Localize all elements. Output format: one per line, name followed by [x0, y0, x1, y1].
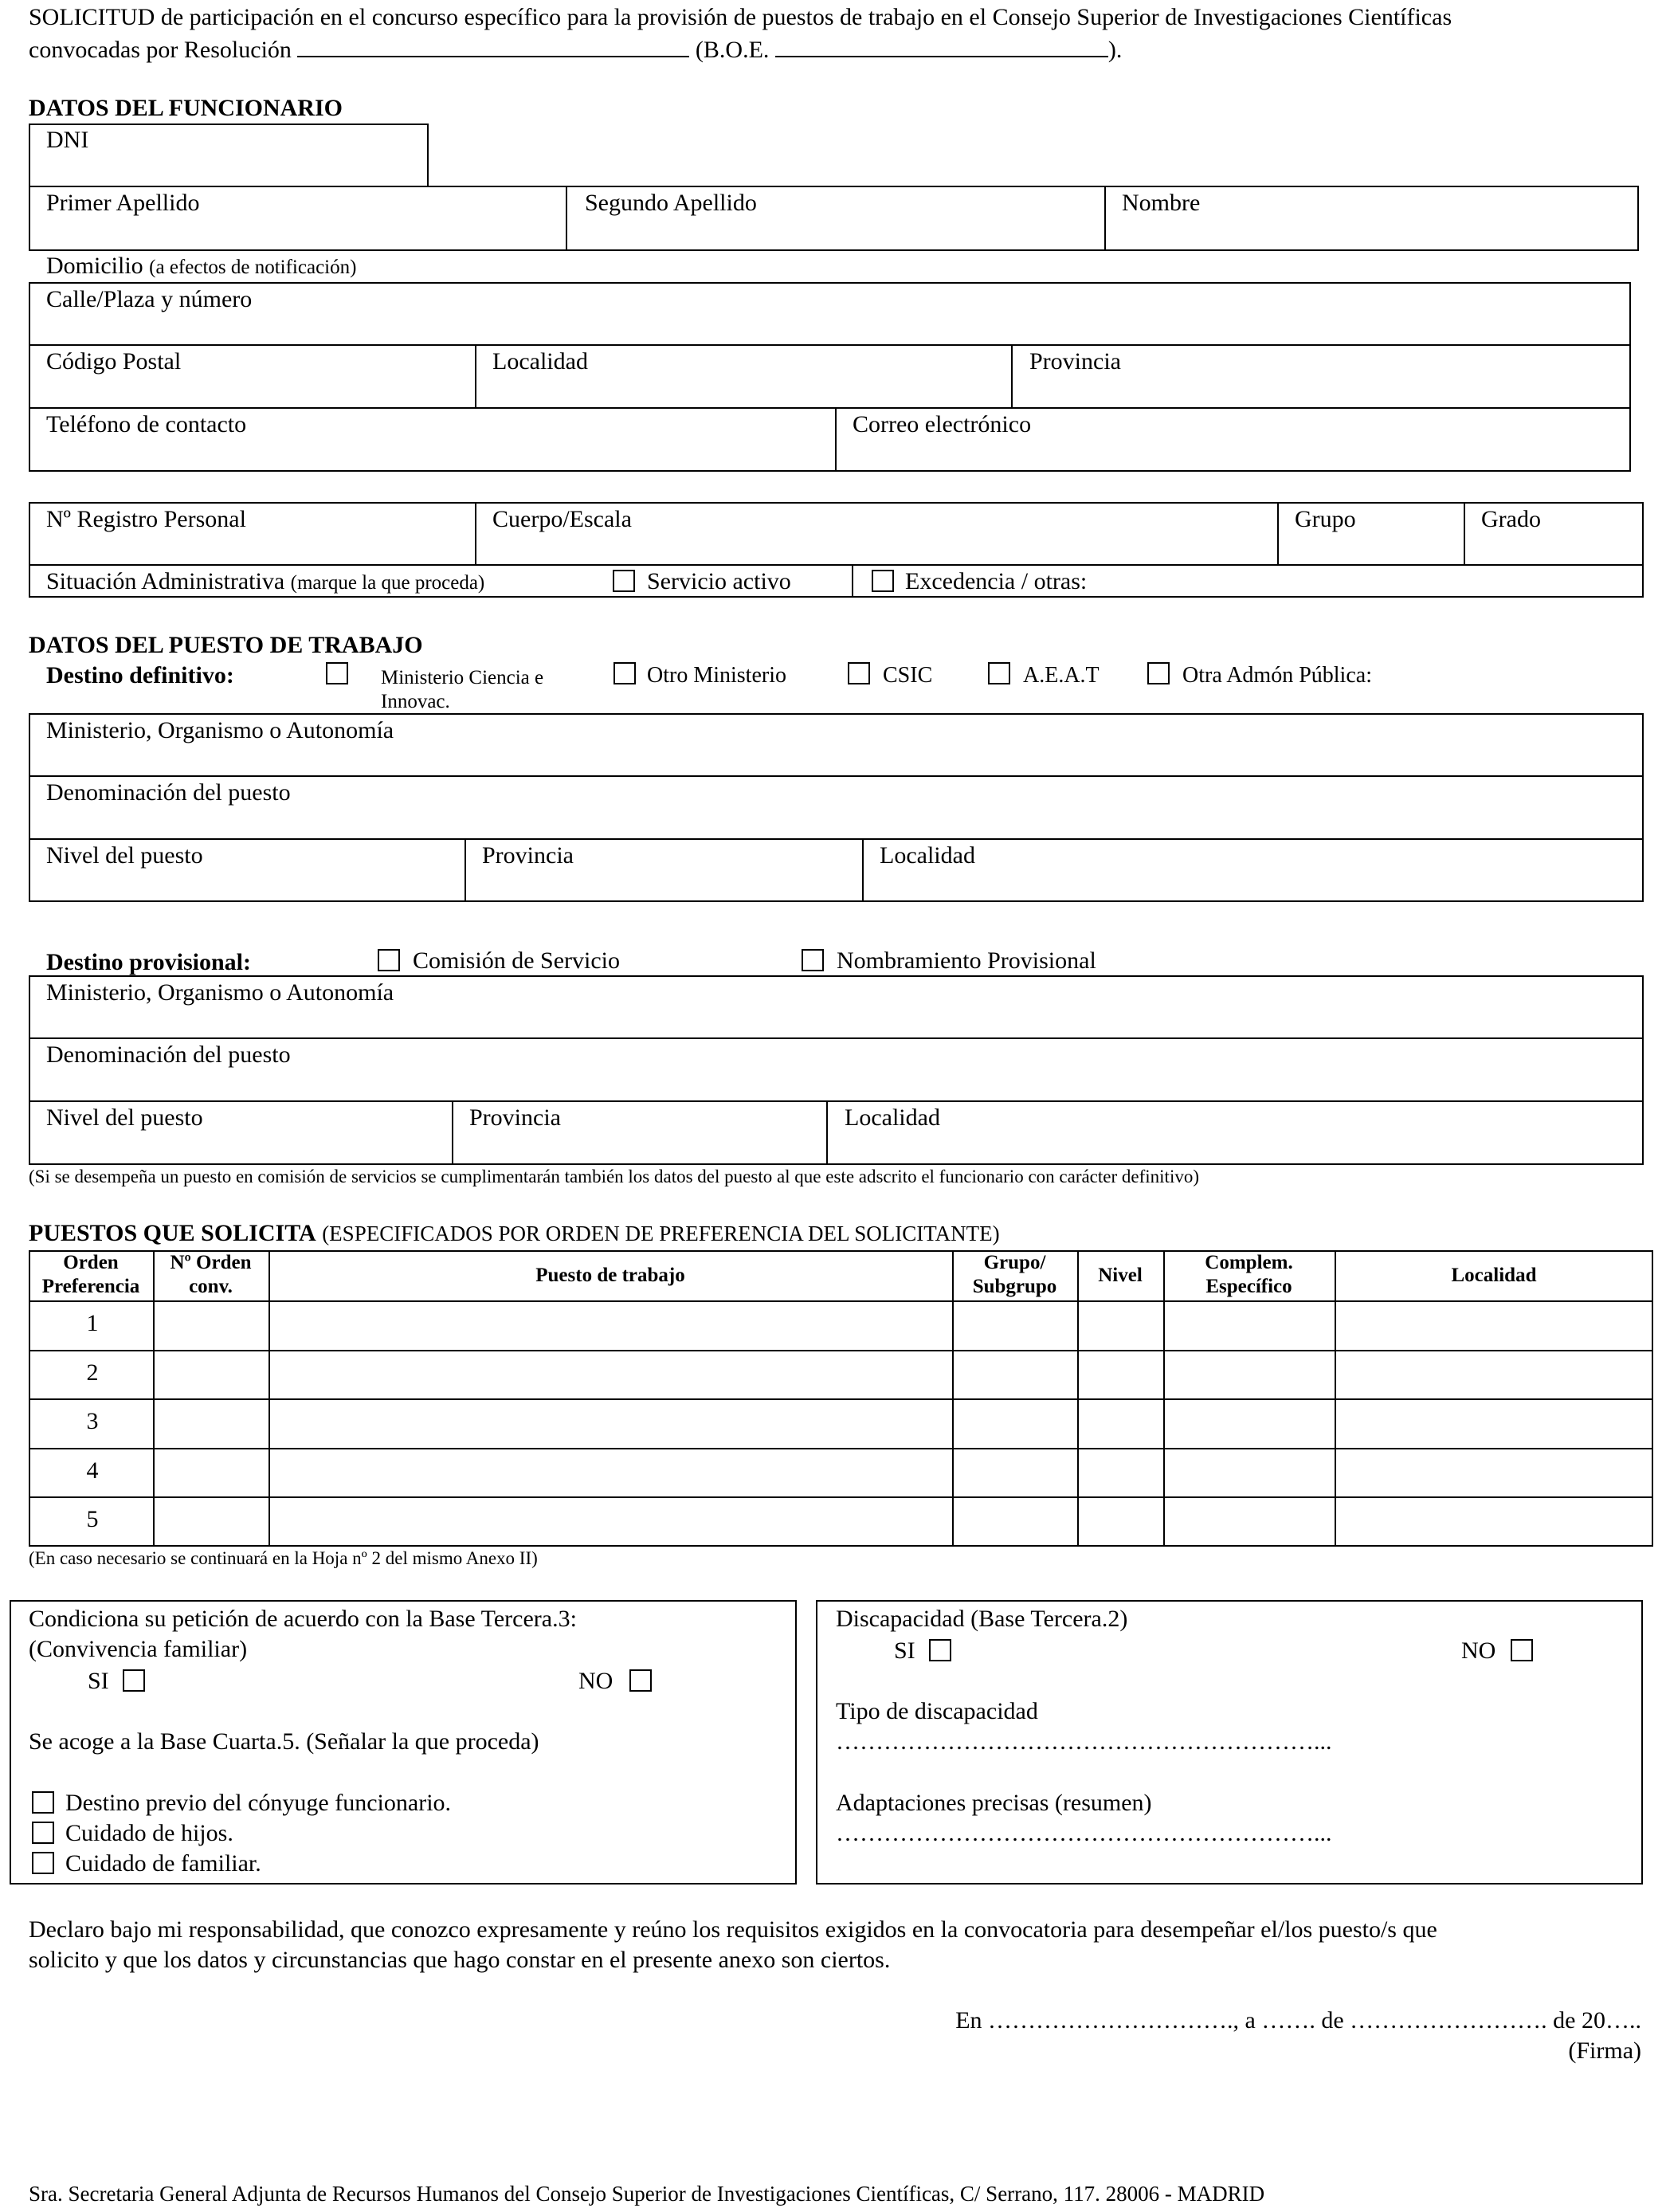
intro-line-1: SOLICITUD de participación en el concurso específico para la provisión de puestos de trabajo en el Consejo Superior de Investigaciones Científicas	[29, 4, 1452, 30]
fecha-line[interactable]: En …………………………., a ……. de ……………………. de 20…..	[955, 2007, 1641, 2034]
condiciona-no-checkbox[interactable]	[629, 1669, 652, 1692]
solicita-heading	[29, 1219, 1000, 1248]
comision-checkbox[interactable]	[378, 949, 400, 971]
nombramiento-label: Nombramiento Provisional	[837, 947, 1096, 974]
aeat-label: A.E.A.T	[1023, 663, 1100, 688]
conyuge-checkbox[interactable]	[32, 1791, 54, 1814]
segundo-apellido-label: Segundo Apellido	[585, 190, 757, 216]
divider	[475, 502, 476, 564]
table-row[interactable]	[155, 1351, 1652, 1398]
comision-note: (Si se desempeña un puesto en comisión de servicios se cumplimentarán también los datos del puesto al que este adscrito el funcionario con carácter definitivo)	[29, 1167, 1199, 1186]
divider	[29, 838, 1644, 840]
tipo-discapacidad-label: Tipo de discapacidad	[836, 1698, 1038, 1724]
hijos-checkbox[interactable]	[32, 1822, 54, 1844]
footer-address: Sra. Secretaria General Adjunta de Recursos Humanos del Consejo Superior de Investigaciones Científicas, C/ Serrano, 117. 28006 - MADRID	[29, 2182, 1265, 2206]
ministerio-ciencia-label-2: Innovac.	[381, 691, 450, 712]
divider	[826, 1100, 828, 1164]
prov-provincia-label: Provincia	[469, 1104, 561, 1131]
divider	[1277, 502, 1279, 564]
table-row[interactable]	[155, 1449, 1652, 1496]
row-number: 2	[86, 1359, 99, 1386]
firma-label: (Firma)	[1568, 2037, 1641, 2064]
provincia-label: Provincia	[1029, 348, 1121, 375]
base-cuarta-label: Se acoge a la Base Cuarta.5. (Señalar la que proceda)	[29, 1728, 539, 1755]
col-orden-header	[29, 1251, 153, 1299]
ministerio-ciencia-checkbox[interactable]	[326, 662, 348, 684]
prov-localidad-label: Localidad	[845, 1104, 940, 1131]
excedencia-label: Excedencia / otras:	[905, 568, 1088, 594]
row-number: 3	[86, 1408, 99, 1434]
divider	[29, 1100, 1644, 1102]
ministerio-ciencia-label	[381, 666, 543, 714]
prov-denominacion-label: Denominación del puesto	[46, 1041, 291, 1068]
col-complem-1: Complem.	[1205, 1252, 1293, 1273]
domicilio-note: (a efectos de notificación)	[149, 257, 357, 278]
correo-label: Correo electrónico	[853, 411, 1032, 437]
def-provincia-label: Provincia	[482, 842, 574, 869]
destino-provisional-label: Destino provisional:	[46, 949, 251, 975]
conyuge-label: Destino previo del cónyuge funcionario.	[65, 1790, 452, 1816]
def-nivel-label: Nivel del puesto	[46, 842, 203, 869]
divider	[835, 407, 837, 471]
registro-label: Nº Registro Personal	[46, 506, 246, 532]
discapacidad-no-checkbox[interactable]	[1511, 1639, 1533, 1661]
adaptaciones-label: Adaptaciones precisas (resumen)	[836, 1790, 1152, 1816]
solicita-note: (ESPECIFICADOS POR ORDEN DE PREFERENCIA DEL SOLICITANTE)	[322, 1222, 1000, 1245]
discapacidad-si-checkbox[interactable]	[929, 1639, 951, 1661]
divider	[1011, 344, 1013, 408]
primer-apellido-label: Primer Apellido	[46, 190, 200, 216]
divider	[475, 344, 476, 408]
discapacidad-no-label: NO	[1461, 1637, 1496, 1664]
familiar-label: Cuidado de familiar.	[65, 1850, 261, 1877]
col-localidad-header: Localidad	[1451, 1265, 1537, 1286]
codigo-postal-label: Código Postal	[46, 348, 182, 375]
condiciona-si-checkbox[interactable]	[123, 1669, 145, 1692]
col-puesto-header: Puesto de trabajo	[535, 1265, 685, 1286]
resolucion-field[interactable]	[297, 33, 689, 57]
table-row[interactable]	[155, 1400, 1652, 1448]
condiciona-si-label: SI	[88, 1668, 109, 1694]
divider	[29, 407, 1631, 409]
row-number: 4	[86, 1457, 99, 1484]
otra-admon-checkbox[interactable]	[1147, 662, 1170, 684]
otra-admon-label: Otra Admón Pública:	[1182, 663, 1372, 688]
divider	[29, 1037, 1644, 1039]
situacion-label	[46, 567, 484, 598]
boe-field[interactable]	[775, 33, 1108, 57]
domicilio-box	[29, 282, 1631, 472]
divider	[1464, 502, 1465, 564]
segundo-apellido-field[interactable]	[567, 187, 1104, 249]
localidad-label: Localidad	[492, 348, 588, 375]
col-orden-2: Preferencia	[41, 1276, 140, 1297]
table-row[interactable]	[155, 1302, 1652, 1350]
condiciona-line-2: (Convivencia familiar)	[29, 1636, 248, 1662]
destino-definitivo-label: Destino definitivo:	[46, 662, 234, 688]
grupo-label: Grupo	[1295, 506, 1356, 532]
col-nconv-2: conv.	[189, 1276, 233, 1297]
prov-nivel-label: Nivel del puesto	[46, 1104, 203, 1131]
excedencia-checkbox[interactable]	[872, 570, 894, 592]
discapacidad-title: Discapacidad (Base Tercera.2)	[836, 1606, 1128, 1632]
adaptaciones-field[interactable]: ……………………………………………………...	[836, 1820, 1332, 1846]
col-grupo-header	[952, 1251, 1077, 1299]
intro-boe-label: (B.O.E.	[695, 37, 770, 63]
csic-label: CSIC	[883, 663, 933, 688]
divider	[452, 1100, 453, 1164]
discapacidad-si-label: SI	[894, 1637, 915, 1664]
calle-label: Calle/Plaza y número	[46, 286, 253, 312]
row-number: 1	[86, 1310, 99, 1336]
grado-label: Grado	[1481, 506, 1541, 532]
aeat-checkbox[interactable]	[988, 662, 1010, 684]
funcionario-heading: DATOS DEL FUNCIONARIO	[29, 95, 343, 121]
puesto-heading: DATOS DEL PUESTO DE TRABAJO	[29, 632, 423, 658]
nombramiento-checkbox[interactable]	[802, 949, 824, 971]
tipo-discapacidad-field[interactable]: ……………………………………………………...	[836, 1728, 1332, 1755]
intro-resolucion-label: convocadas por Resolución	[29, 37, 292, 63]
col-nconv-1: Nº Orden	[170, 1252, 252, 1273]
telefono-label: Teléfono de contacto	[46, 411, 247, 437]
domicilio-title: Domicilio	[46, 253, 143, 279]
nombre-field[interactable]	[1106, 187, 1638, 249]
nombre-label: Nombre	[1122, 190, 1201, 216]
divider	[29, 775, 1644, 777]
condiciona-line-1: Condiciona su petición de acuerdo con la Base Tercera.3:	[29, 1606, 577, 1632]
row-number: 5	[86, 1506, 99, 1532]
servicio-activo-label: Servicio activo	[647, 568, 791, 594]
col-complem-2: Específico	[1205, 1276, 1292, 1297]
otro-ministerio-checkbox[interactable]	[613, 662, 636, 684]
col-nconv-header	[153, 1251, 269, 1299]
solicita-title: PUESTOS QUE SOLICITA	[29, 1220, 316, 1246]
condiciona-no-label: NO	[578, 1668, 613, 1694]
divider	[29, 344, 1631, 346]
servicio-activo-checkbox[interactable]	[613, 570, 635, 592]
divider	[29, 564, 1644, 566]
intro-close: ).	[1107, 37, 1123, 63]
divider	[852, 564, 853, 598]
situacion-title: Situación Administrativa	[46, 568, 285, 594]
def-ministerio-label: Ministerio, Organismo o Autonomía	[46, 717, 394, 743]
col-nivel-header: Nivel	[1098, 1265, 1143, 1286]
otro-ministerio-label: Otro Ministerio	[647, 663, 786, 688]
declaracion-line-1: Declaro bajo mi responsabilidad, que conozco expresamente y reúno los requisitos exigidos en la convocatoria para desempeñar el/los puesto/s que	[29, 1916, 1437, 1943]
dni-label: DNI	[46, 127, 89, 153]
divider	[862, 838, 864, 902]
primer-apellido-field[interactable]	[29, 187, 566, 249]
divider	[465, 838, 466, 902]
col-grupo-1: Grupo/	[983, 1252, 1046, 1273]
hijos-label: Cuidado de hijos.	[65, 1820, 233, 1846]
ministerio-ciencia-label-1: Ministerio Ciencia e	[381, 667, 544, 688]
def-localidad-label: Localidad	[880, 842, 975, 869]
table-row[interactable]	[155, 1498, 1652, 1546]
domicilio-label	[46, 252, 356, 282]
continuacion-note: (En caso necesario se continuará en la Hoja nº 2 del mismo Anexo II)	[29, 1548, 538, 1568]
prov-ministerio-label: Ministerio, Organismo o Autonomía	[46, 979, 394, 1006]
intro-line-2	[29, 33, 1122, 65]
familiar-checkbox[interactable]	[32, 1852, 54, 1874]
situacion-note: (marque la que proceda)	[290, 572, 485, 594]
csic-checkbox[interactable]	[848, 662, 870, 684]
comision-label: Comisión de Servicio	[413, 947, 620, 974]
col-complem-header	[1163, 1251, 1335, 1299]
def-denominacion-label: Denominación del puesto	[46, 779, 291, 806]
cuerpo-label: Cuerpo/Escala	[492, 506, 632, 532]
col-grupo-2: Subgrupo	[972, 1276, 1057, 1297]
declaracion-line-2: solicito y que los datos y circunstancias que hago constar en el presente anexo son ciertos.	[29, 1947, 891, 1973]
col-orden-1: Orden	[63, 1252, 119, 1273]
